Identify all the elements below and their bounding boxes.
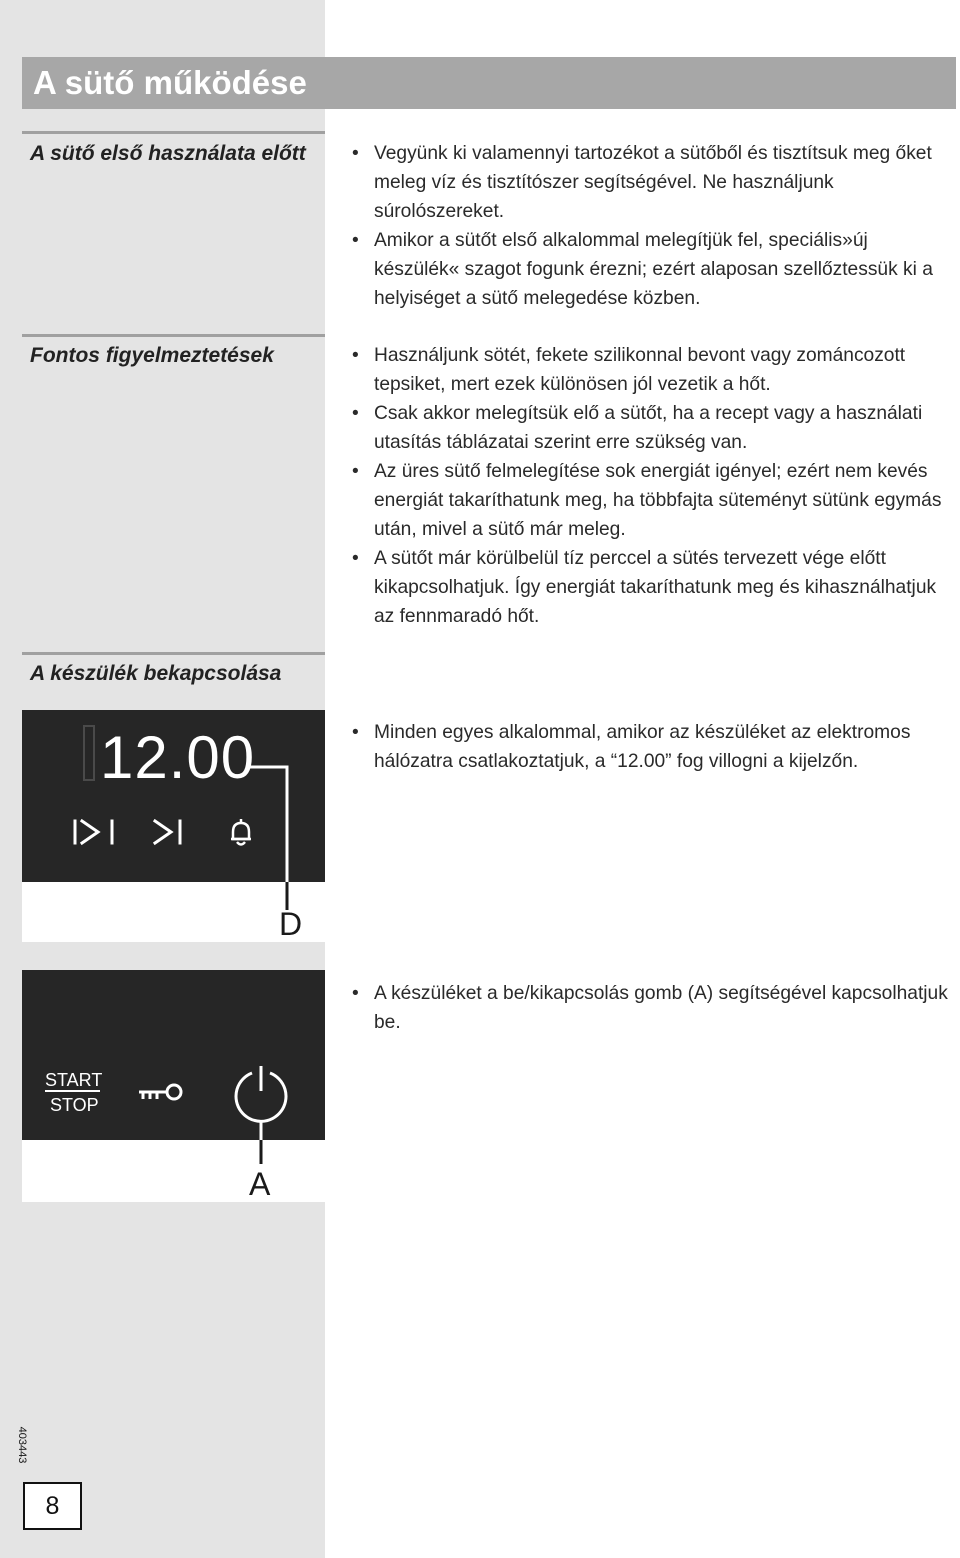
callout-line-a-lower <box>22 1140 325 1202</box>
inactive-digit-segment <box>84 726 94 780</box>
page-title: A sütő működése <box>33 64 307 101</box>
display-panel-illustration <box>22 710 325 942</box>
section-title-warnings: Fontos figyelmeztetések <box>30 344 274 367</box>
power-icon <box>236 1066 286 1121</box>
list-item: • A sütőt már körülbelül tíz perccel a sütés tervezett vége előtt kikapcsolhatjuk. Így energiát takaríthatunk meg és kihasználhatjuk az fennmaradó hőt. <box>352 544 952 631</box>
warnings-list <box>352 341 952 631</box>
section-title-switch-on: A készülék bekapcsolása <box>30 662 282 685</box>
list-item: • Amikor a sütőt első alkalommal melegítjük fel, speciális»új készülék« szagot fogunk érezni; ezért alaposan szellőztessük ki a helyiséget a sütő melegedése közben. <box>352 226 952 313</box>
control-panel <box>22 970 325 1140</box>
stop-label: STOP <box>50 1095 99 1115</box>
list-item: • Csak akkor melegítsük elő a sütőt, ha a recept vagy a használati utasítás táblázatai szerint erre szükség van. <box>352 399 952 457</box>
list-item: • A készüléket a be/kikapcsolás gomb (A) segítségével kapcsolhatjuk be. <box>352 979 952 1037</box>
switch-on-list-2 <box>352 979 952 1037</box>
child-lock-key-icon <box>139 1085 181 1099</box>
start-label: START <box>45 1070 103 1090</box>
page-number: 8 <box>23 1482 82 1530</box>
list-item: • Minden egyes alkalommal, amikor az készüléket az elektromos hálózatra csatlakoztatjuk, a “12.00” fog villogni a kijelzőn. <box>352 718 952 776</box>
list-item: • Vegyünk ki valamennyi tartozékot a sütőből és tisztítsuk meg őket meleg víz és tisztítószer segítségével. Ne használjunk súrolószereket. <box>352 139 952 226</box>
switch-on-list-1 <box>352 718 952 776</box>
section-divider <box>22 131 325 134</box>
control-panel-illustration <box>22 970 325 1202</box>
callout-label-d: D <box>279 906 303 942</box>
callout-label-a: A <box>249 1166 271 1202</box>
clock-display: 12.00 <box>100 724 256 791</box>
list-item: • Az üres sütő felmelegítése sok energiát igényel; ezért nem kevés energiát takaríthatunk meg, ha többfajta süteményt sütünk egymás után, mivel a sütő már meleg. <box>352 457 952 544</box>
title-bar <box>22 57 956 109</box>
document-code: 403443 <box>16 1426 28 1464</box>
control-graphics <box>22 970 325 1140</box>
display-panel <box>22 710 325 882</box>
section-divider <box>22 334 325 337</box>
end-time-icon <box>155 821 180 843</box>
display-graphics <box>22 710 325 882</box>
cooking-time-icon <box>75 821 112 843</box>
timer-bell-icon <box>231 819 251 845</box>
section-divider <box>22 652 325 655</box>
section-title-first-use: A sütő első használata előtt <box>30 142 306 165</box>
first-use-list <box>352 139 952 313</box>
list-item: • Használjunk sötét, fekete szilikonnal bevont vagy zománcozott tepsiket, mert ezek különösen jól vezetik a hőt. <box>352 341 952 399</box>
